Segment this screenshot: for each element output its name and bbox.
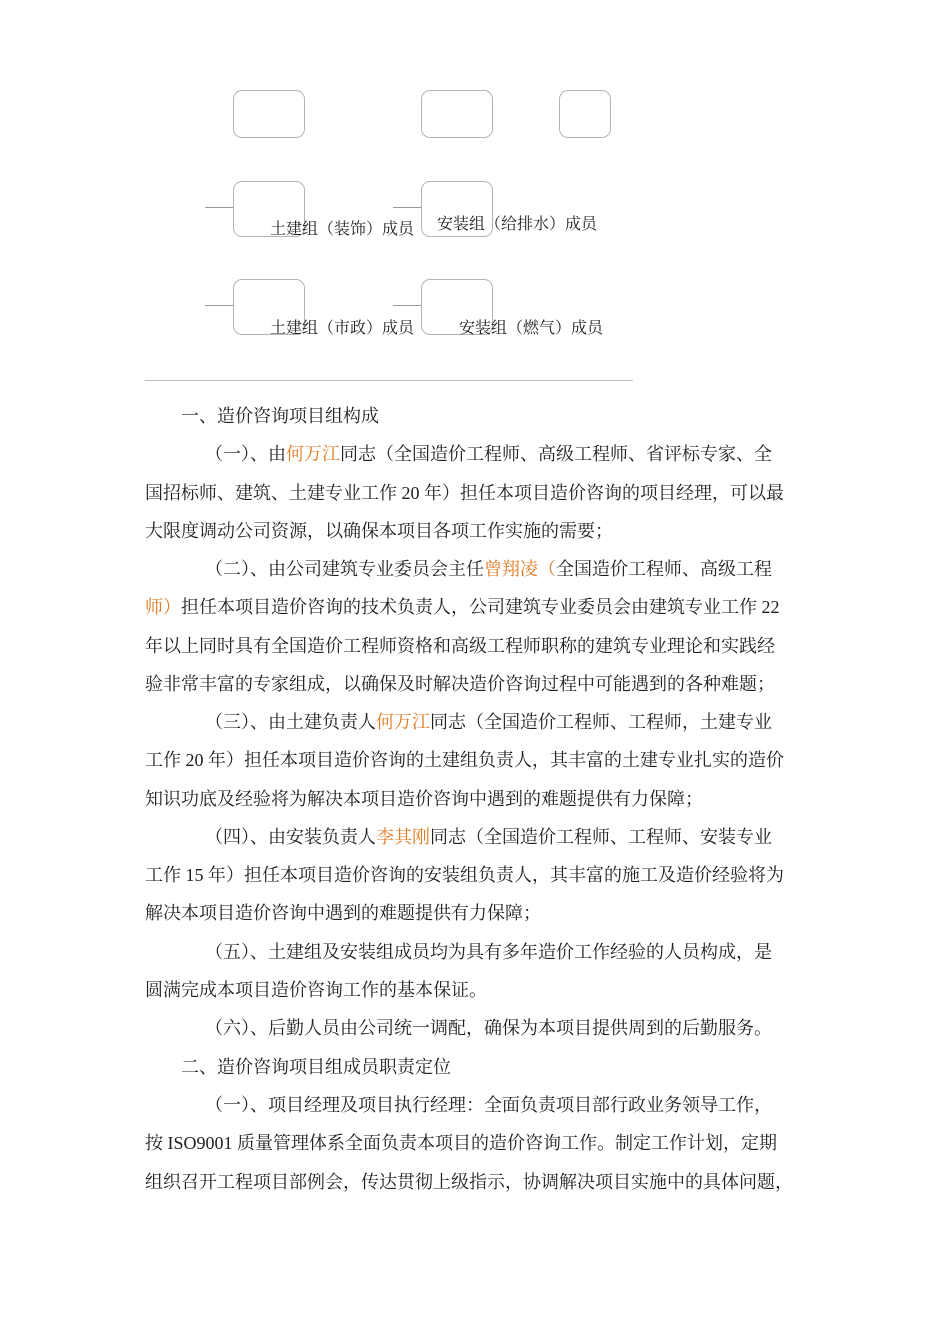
org-label-install-plumbing: 安装组（给排水）成员 <box>437 216 598 233</box>
horizontal-divider <box>145 380 633 381</box>
org-box-row1-left <box>233 90 305 138</box>
text-line <box>205 818 810 856</box>
text-line: 知识功底及经验将为解决本项目造价咨询中遇到的难题提供有力保障； <box>145 789 703 809</box>
text-line: 年以上同时具有全国造价工程师资格和高级工程师职称的建筑专业理论和实践经 <box>145 636 775 656</box>
text-span: （二）、由公司建筑专业委员会主任 <box>205 559 484 579</box>
org-box-row1-mid <box>421 90 493 138</box>
text-line: 按 ISO9001 质量管理体系全面负责本项目的造价咨询工作。制定工作计划，定期 <box>145 1133 778 1153</box>
org-label-civil-decoration: 土建组（装饰）成员 <box>270 221 415 238</box>
text-line: 工作 15 年）担任本项目造价咨询的安装组负责人，其丰富的施工及造价经验将为 <box>145 865 784 885</box>
text-line <box>205 703 810 741</box>
text-span: （四）、由安装负责人 <box>205 827 376 847</box>
text-line: 大限度调动公司资源，以确保本项目各项工作实施的需要； <box>145 521 613 541</box>
highlighted-name: 何万江 <box>376 712 430 732</box>
text-span: 同志（全国造价工程师、高级工程师、省评标专家、全 <box>340 444 772 464</box>
highlighted-name: 李其刚 <box>376 827 430 847</box>
org-connector <box>205 305 233 306</box>
text-span: 同志（全国造价工程师、工程师，土建专业 <box>430 712 772 732</box>
org-connector <box>393 207 421 208</box>
org-box-row1-right <box>559 90 611 138</box>
text-line: 工作 20 年）担任本项目造价咨询的土建组负责人，其丰富的土建专业扎实的造价 <box>145 750 784 770</box>
text-line: 解决本项目造价咨询中遇到的难题提供有力保障； <box>145 903 541 923</box>
highlighted-text: 师） <box>145 597 181 617</box>
org-label-civil-municipal: 土建组（市政）成员 <box>270 320 415 337</box>
text-line: （五）、土建组及安装组成员均为具有多年造价工作经验的人员构成，是 <box>205 942 772 962</box>
text-line: （六）、后勤人员由公司统一调配，确保为本项目提供周到的后勤服务。 <box>205 1018 772 1038</box>
org-label-install-gas: 安装组（燃气）成员 <box>459 320 604 337</box>
highlighted-name: 何万江 <box>286 444 340 464</box>
section2-heading: 二、造价咨询项目组成员职责定位 <box>181 1057 451 1077</box>
text-line: 组织召开工程项目部例会，传达贯彻上级指示，协调解决项目实施中的具体问题， <box>145 1172 793 1192</box>
highlighted-name: 曾翔凌（ <box>484 559 556 579</box>
section1-heading: 一、造价咨询项目组构成 <box>181 406 379 426</box>
text-line: 验非常丰富的专家组成，以确保及时解决造价咨询过程中可能遇到的各种难题； <box>145 674 775 694</box>
text-line: （一）、项目经理及项目执行经理：全面负责项目部行政业务领导工作， <box>205 1095 772 1115</box>
text-span: 担任本项目造价咨询的技术负责人，公司建筑专业委员会由建筑专业工作 22 <box>181 597 780 617</box>
text-line <box>205 550 810 588</box>
org-connector <box>205 207 233 208</box>
text-span: （一）、由 <box>205 444 286 464</box>
text-span: （三）、由土建负责人 <box>205 712 376 732</box>
org-connector <box>393 305 421 306</box>
text-line <box>205 435 810 473</box>
text-line <box>145 588 810 626</box>
text-span: 全国造价工程师、高级工程 <box>556 559 772 579</box>
text-span: 同志（全国造价工程师、工程师、安装专业 <box>430 827 772 847</box>
text-line: 国招标师、建筑、土建专业工作 20 年）担任本项目造价咨询的项目经理，可以最 <box>145 483 784 503</box>
text-line: 圆满完成本项目造价咨询工作的基本保证。 <box>145 980 487 1000</box>
